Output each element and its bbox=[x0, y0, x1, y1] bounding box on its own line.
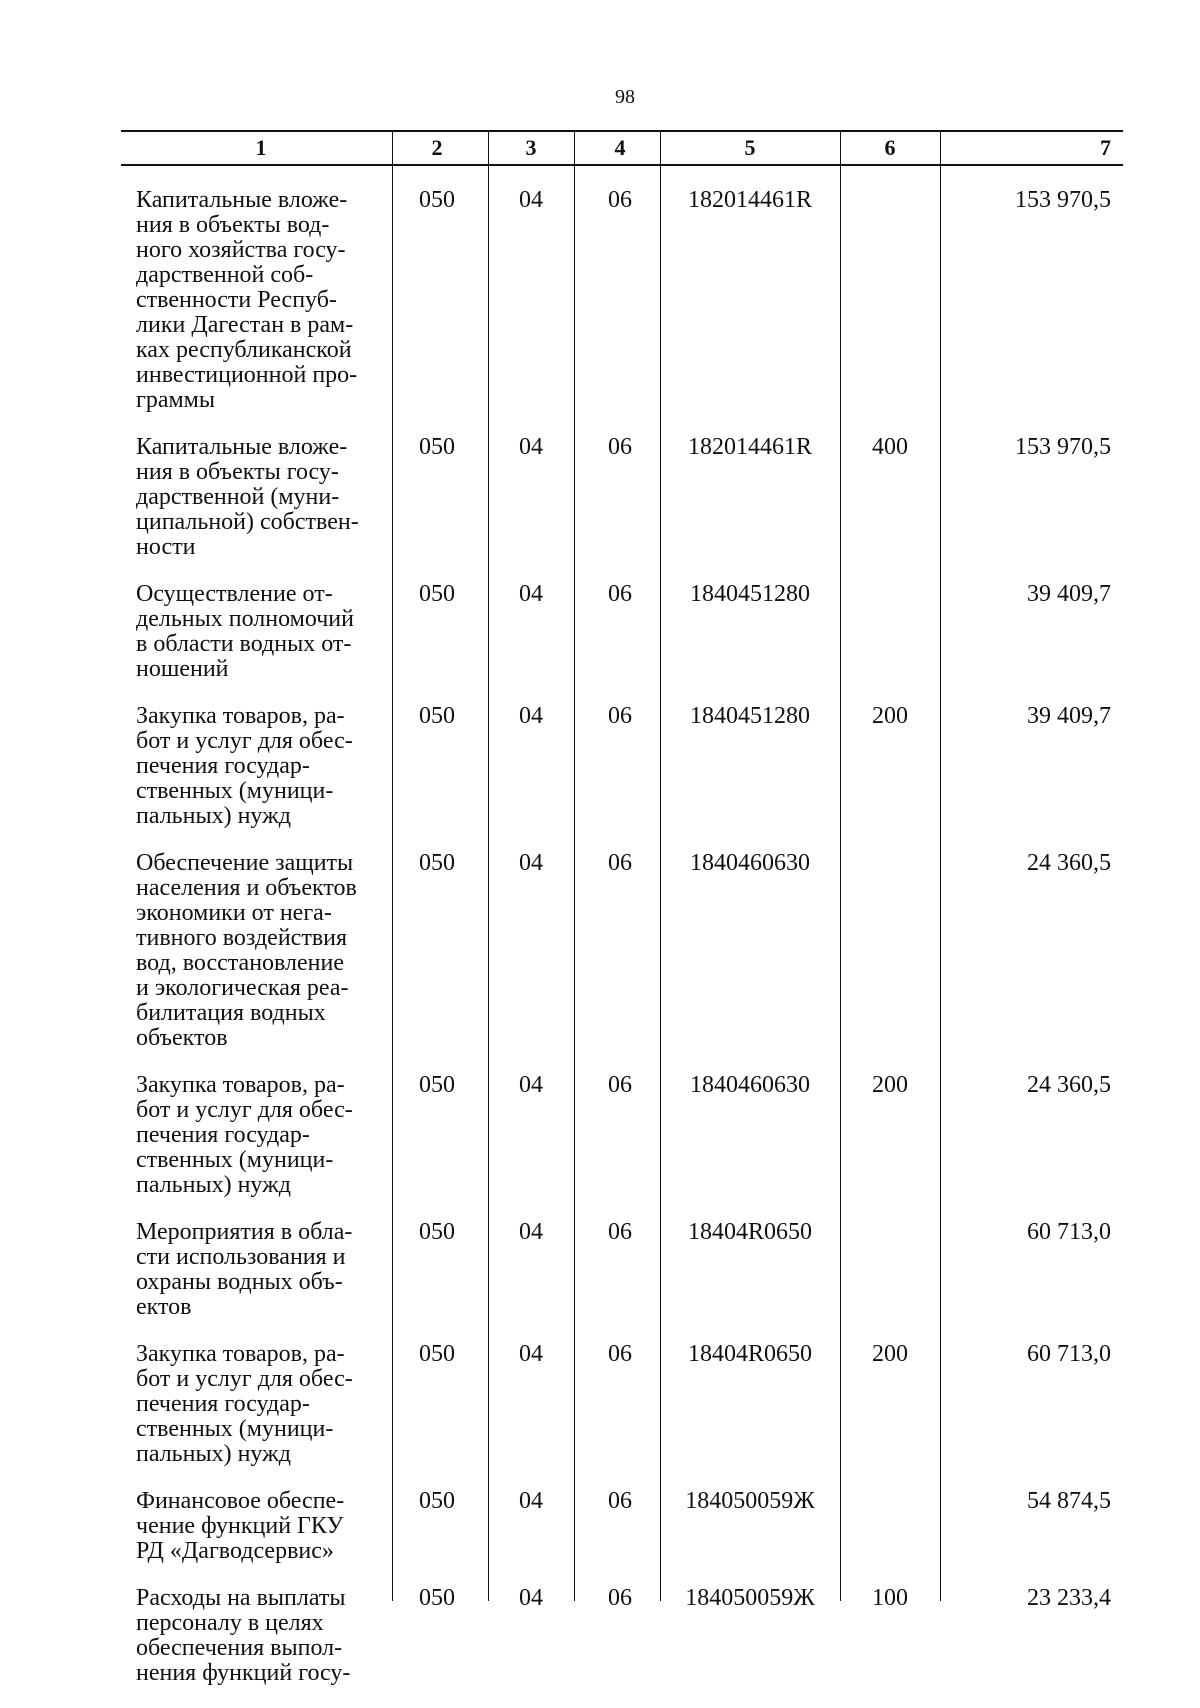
row-name: Расходы на выплаты персоналу в целях обеспечения выпол- нения функций госу- bbox=[136, 1585, 351, 1686]
table-row bbox=[121, 413, 1123, 560]
row-col-6: 400 bbox=[872, 434, 908, 460]
row-col-6: 100 bbox=[872, 1585, 908, 1611]
table-row bbox=[121, 1051, 1123, 1198]
row-name: Закупка товаров, ра- бот и услуг для обес- печения государ- ственных (муници- пальных) нужд bbox=[136, 1072, 353, 1198]
row-col-6 bbox=[840, 1489, 940, 1564]
row-name: Осуществление от- дельных полномочий в области водных от- ношений bbox=[136, 581, 354, 682]
row-col-5: 1840451280 bbox=[690, 581, 810, 607]
row-col-4: 06 bbox=[608, 187, 632, 213]
row-name: Закупка товаров, ра- бот и услуг для обес- печения государ- ственных (муници- пальных) нужд bbox=[136, 703, 353, 829]
row-col-2: 050 bbox=[419, 434, 455, 460]
header-col-5: 5 bbox=[744, 135, 756, 160]
header-divider bbox=[392, 132, 393, 166]
header-divider bbox=[940, 132, 941, 166]
row-col-2: 050 bbox=[419, 850, 455, 876]
page-number: 98 bbox=[615, 86, 635, 108]
header-col-2: 2 bbox=[431, 135, 443, 160]
row-col-6 bbox=[840, 851, 940, 1051]
row-name: Капитальные вложе- ния в объекты вод- ного хозяйства госу- дарственной соб- ственности Респуб- лики Дагестан в рам- ках республиканской инвестиционной про- граммы bbox=[136, 187, 358, 413]
header-col-3: 3 bbox=[525, 135, 537, 160]
row-col-5: 18404R0650 bbox=[687, 1219, 812, 1245]
row-amount: 24 360,5 bbox=[1027, 1072, 1111, 1098]
row-amount: 153 970,5 bbox=[1015, 434, 1111, 460]
header-divider bbox=[574, 132, 575, 166]
row-amount: 54 874,5 bbox=[1027, 1488, 1111, 1514]
column-divider bbox=[660, 166, 661, 1601]
row-col-2: 050 bbox=[419, 1219, 455, 1245]
row-col-2: 050 bbox=[419, 1585, 455, 1611]
row-col-3: 04 bbox=[519, 1072, 543, 1098]
row-col-3: 04 bbox=[519, 187, 543, 213]
column-divider bbox=[940, 166, 941, 1601]
header-divider bbox=[488, 132, 489, 166]
row-col-5: 182014461R bbox=[687, 187, 812, 213]
row-col-3: 04 bbox=[519, 850, 543, 876]
row-col-6: 200 bbox=[872, 703, 908, 729]
row-col-5: 184050059Ж bbox=[685, 1585, 815, 1611]
row-col-3: 04 bbox=[519, 581, 543, 607]
header-col-4: 4 bbox=[614, 135, 626, 160]
row-col-3: 04 bbox=[519, 1219, 543, 1245]
header-col-1: 1 bbox=[255, 135, 267, 160]
row-col-3: 04 bbox=[519, 1585, 543, 1611]
column-divider bbox=[840, 166, 841, 1601]
column-divider bbox=[574, 166, 575, 1601]
table-row bbox=[121, 560, 1123, 682]
table-row bbox=[121, 1564, 1123, 1686]
row-col-4: 06 bbox=[608, 581, 632, 607]
row-amount: 24 360,5 bbox=[1027, 850, 1111, 876]
row-amount: 60 713,0 bbox=[1027, 1341, 1111, 1367]
row-col-3: 04 bbox=[519, 1488, 543, 1514]
row-col-5: 1840451280 bbox=[690, 703, 810, 729]
row-col-2: 050 bbox=[419, 187, 455, 213]
row-col-6: 200 bbox=[872, 1341, 908, 1367]
row-col-5: 18404R0650 bbox=[687, 1341, 812, 1367]
table-row bbox=[121, 829, 1123, 1051]
row-col-2: 050 bbox=[419, 1072, 455, 1098]
table-row bbox=[121, 1198, 1123, 1320]
row-col-4: 06 bbox=[608, 703, 632, 729]
row-col-3: 04 bbox=[519, 1341, 543, 1367]
table-body bbox=[121, 166, 1123, 1686]
header-col-7: 7 bbox=[1100, 135, 1111, 160]
header-divider bbox=[840, 132, 841, 166]
row-name: Обеспечение защиты населения и объектов экономики от нега- тивного воздействия вод, восстановление и экологическая реа- билитация водных объектов bbox=[136, 850, 357, 1051]
row-amount: 60 713,0 bbox=[1027, 1219, 1111, 1245]
row-col-5: 1840460630 bbox=[690, 850, 810, 876]
row-col-2: 050 bbox=[419, 581, 455, 607]
row-amount: 23 233,4 bbox=[1027, 1585, 1111, 1611]
row-col-2: 050 bbox=[419, 1488, 455, 1514]
row-col-5: 1840460630 bbox=[690, 1072, 810, 1098]
row-col-5: 182014461R bbox=[687, 434, 812, 460]
row-col-6: 200 bbox=[872, 1072, 908, 1098]
row-col-4: 06 bbox=[608, 1488, 632, 1514]
column-divider bbox=[488, 166, 489, 1601]
table-header bbox=[121, 130, 1123, 166]
column-divider bbox=[392, 166, 393, 1601]
row-amount: 39 409,7 bbox=[1027, 703, 1111, 729]
row-name: Капитальные вложе- ния в объекты госу- дарственной (муни- ципальной) собствен- ности bbox=[136, 434, 359, 560]
table-row bbox=[121, 166, 1123, 413]
row-col-2: 050 bbox=[419, 1341, 455, 1367]
row-name: Финансовое обеспе- чение функций ГКУ РД «Дагводсервис» bbox=[136, 1488, 345, 1564]
row-col-4: 06 bbox=[608, 1219, 632, 1245]
row-name: Мероприятия в обла- сти использования и охраны водных объ- ектов bbox=[136, 1219, 353, 1320]
table-row bbox=[121, 1320, 1123, 1467]
row-col-4: 06 bbox=[608, 850, 632, 876]
row-amount: 39 409,7 bbox=[1027, 581, 1111, 607]
budget-table bbox=[121, 130, 1123, 1686]
header-col-6: 6 bbox=[884, 135, 896, 160]
row-col-4: 06 bbox=[608, 434, 632, 460]
row-col-6 bbox=[840, 188, 940, 413]
row-amount: 153 970,5 bbox=[1015, 187, 1111, 213]
row-col-6 bbox=[840, 582, 940, 682]
row-col-6 bbox=[840, 1220, 940, 1320]
row-col-4: 06 bbox=[608, 1072, 632, 1098]
header-divider bbox=[660, 132, 661, 166]
row-col-2: 050 bbox=[419, 703, 455, 729]
table-row bbox=[121, 682, 1123, 829]
row-col-3: 04 bbox=[519, 703, 543, 729]
table-row bbox=[121, 1467, 1123, 1564]
row-col-4: 06 bbox=[608, 1341, 632, 1367]
row-name: Закупка товаров, ра- бот и услуг для обес- печения государ- ственных (муници- пальных) нужд bbox=[136, 1341, 353, 1467]
row-col-3: 04 bbox=[519, 434, 543, 460]
row-col-5: 184050059Ж bbox=[685, 1488, 815, 1514]
row-col-4: 06 bbox=[608, 1585, 632, 1611]
